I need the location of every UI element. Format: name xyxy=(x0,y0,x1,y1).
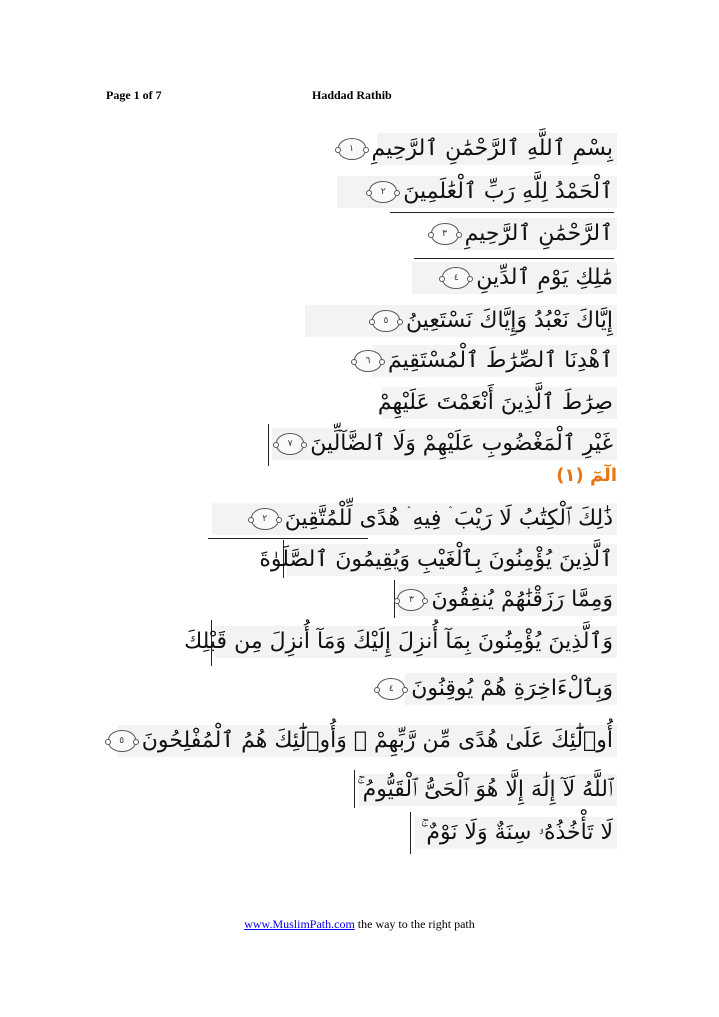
verse-text: وَٱلَّذِينَ يُؤْمِنُونَ بِمَآ أُنزِلَ إِلَيْكَ وَمَآ أُنزِلَ مِن قَبْلِكَ xyxy=(184,629,613,654)
verse-line xyxy=(399,584,617,616)
verse-line xyxy=(337,176,617,208)
verse-line xyxy=(388,673,617,705)
divider xyxy=(354,770,355,808)
surah-heading: الٓمٓ (١) xyxy=(556,465,617,486)
verse-line xyxy=(184,626,617,658)
verse-text: وَمِمَّا رَزَقْنَٰهُمْ يُنفِقُونَ xyxy=(431,587,613,612)
verse-line xyxy=(272,428,617,460)
verse-text: مَٰلِكِ يَوْمِ ٱلدِّينِ xyxy=(476,265,613,290)
verse-line xyxy=(305,305,617,337)
verse-line xyxy=(442,218,617,250)
footer-tagline: the way to the right path xyxy=(354,917,475,931)
verse-line xyxy=(212,503,617,535)
verse-text: ٱلْحَمْدُ لِلَّهِ رَبِّ ٱلْعَٰلَمِينَ xyxy=(403,179,613,204)
divider xyxy=(268,424,269,466)
page-number: Page 1 of 7 xyxy=(106,88,162,102)
ayah-marker-icon: ٥ xyxy=(372,310,400,332)
divider xyxy=(208,538,368,539)
ayah-marker-icon: ٧ xyxy=(276,433,304,455)
verse-text: ٱهْدِنَا ٱلصِّرَٰطَ ٱلْمُسْتَقِيمَ xyxy=(388,348,613,373)
verse-line xyxy=(349,133,617,165)
website-link[interactable]: www.MuslimPath.com xyxy=(244,917,355,931)
verse-text: ٱللَّهُ لَآ إِلَٰهَ إِلَّا هُوَ ٱلْحَىُّ ٱلْقَيُّومُ ۚ xyxy=(357,777,613,802)
verse-text: بِسْمِ ٱللَّهِ ٱلرَّحْمَٰنِ ٱلرَّحِيمِ xyxy=(371,136,613,161)
verse-text: أُو۟لَٰٓئِكَ عَلَىٰ هُدًى مِّن رَّبِّهِمْ ۖ وَأُو۟لَٰٓئِكَ هُمُ ٱلْمُفْلِحُونَ xyxy=(141,728,613,753)
verse-line xyxy=(365,345,617,377)
verse-line xyxy=(117,725,617,757)
verse-line xyxy=(259,544,617,576)
ayah-marker-icon: ٢ xyxy=(369,181,397,203)
verse-text: ذَٰلِكَ ٱلْكِتَٰبُ لَا رَيْبَ ۛ فِيهِ ۛ هُدًى لِّلْمُتَّقِينَ xyxy=(284,506,613,531)
ayah-marker-icon: ٢ xyxy=(251,508,279,530)
divider xyxy=(390,212,614,213)
page-header xyxy=(0,88,719,104)
verse-text: غَيْرِ ٱلْمَغْضُوبِ عَلَيْهِمْ وَلَا ٱلضَّآلِّينَ xyxy=(310,431,613,456)
verse-line xyxy=(412,262,617,294)
page-footer xyxy=(0,917,719,932)
verse-text: لَا تَأْخُذُهُۥ سِنَةٌ وَلَا نَوْمٌ ۚ xyxy=(420,820,613,845)
verse-line xyxy=(377,387,617,419)
ayah-marker-icon: ١ xyxy=(338,138,366,160)
ayah-marker-icon: ٦ xyxy=(354,350,382,372)
ayah-marker-icon: ٤ xyxy=(377,678,405,700)
ayah-marker-icon: ٣ xyxy=(431,223,459,245)
ayah-marker-icon: ٥ xyxy=(108,730,136,752)
document-title: Haddad Rathib xyxy=(312,88,392,102)
verse-text: ٱلرَّحْمَٰنِ ٱلرَّحِيمِ xyxy=(464,221,613,246)
verse-text: صِرَٰطَ ٱلَّذِينَ أَنْعَمْتَ عَلَيْهِمْ xyxy=(377,390,613,415)
ayah-marker-icon: ٤ xyxy=(442,267,470,289)
verse-line xyxy=(359,774,617,806)
ayah-marker-icon: ٣ xyxy=(397,589,425,611)
verse-text: إِيَّاكَ نَعْبُدُ وَإِيَّاكَ نَسْتَعِينُ xyxy=(405,308,613,333)
divider xyxy=(414,258,614,259)
verse-line xyxy=(415,817,617,849)
divider xyxy=(410,812,411,854)
verse-text: ٱلَّذِينَ يُؤْمِنُونَ بِٱلْغَيْبِ وَيُقِيمُونَ ٱلصَّلَوٰةَ xyxy=(259,547,613,572)
verse-text: وَبِٱلْءَاخِرَةِ هُمْ يُوقِنُونَ xyxy=(411,676,613,701)
